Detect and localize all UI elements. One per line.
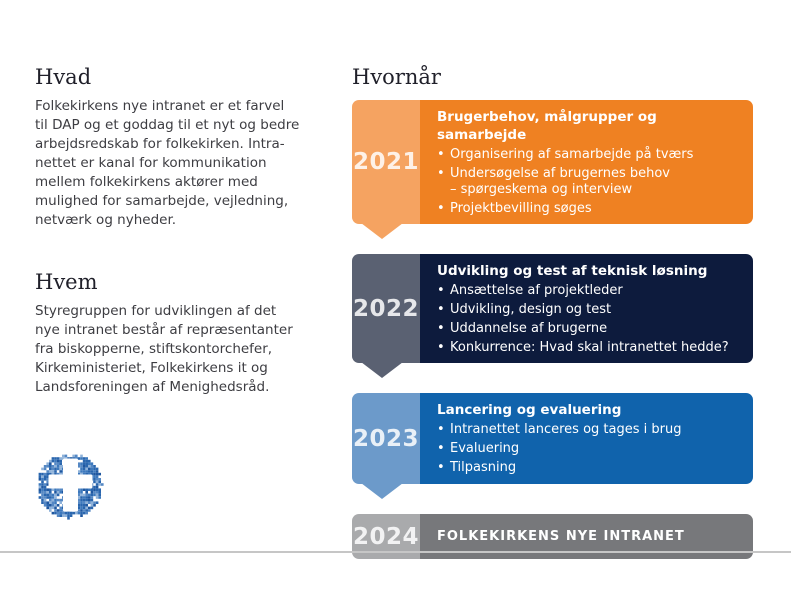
bullet-item (437, 201, 739, 217)
body-line: nettet er kanal for kommunikation (35, 155, 267, 171)
bullet-text: Undersøgelse af brugernes behov (450, 166, 670, 181)
left-column (35, 64, 337, 397)
bullet-item (437, 166, 739, 198)
year-label: 2024 (352, 523, 419, 550)
bullet-dot-icon: • (437, 166, 445, 181)
bullet-text: Evaluering (450, 441, 520, 456)
milestone-title: Udvikling og test af teknisk løsning (437, 263, 708, 279)
section-hvad (35, 64, 337, 230)
milestone-row (352, 393, 753, 484)
section-hvem (35, 269, 337, 397)
section-hvad-body (35, 97, 337, 230)
milestone-bullets (437, 283, 739, 356)
year-label: 2023 (352, 425, 419, 452)
folkekirken-logo (36, 452, 104, 520)
milestone-2023 (352, 393, 753, 484)
bullet-dot-icon: • (437, 460, 445, 475)
timeline (352, 100, 753, 559)
milestone-content (420, 254, 753, 363)
timeline-heading: Hvornår (352, 65, 441, 89)
page-bottom-rule (0, 551, 791, 553)
body-line: mellem folkekirkens aktører med (35, 174, 258, 190)
logo-mosaic (36, 452, 104, 520)
year-tab (352, 393, 420, 484)
body-line: arbejdsredskab for folkekirken. Intra- (35, 136, 285, 152)
body-line: fra biskopperne, stiftskontorchefer, (35, 341, 273, 357)
bullet-text: Organisering af samarbejde på tværs (450, 147, 694, 162)
bullet-item (437, 422, 739, 438)
body-line: Styregruppen for udviklingen af det (35, 303, 277, 319)
milestone-2021 (352, 100, 753, 224)
bullet-item (437, 302, 739, 318)
bullet-item (437, 340, 739, 356)
bullet-text: Projektbevilling søges (450, 201, 592, 216)
bullet-dot-icon: • (437, 201, 445, 216)
year-label: 2022 (352, 295, 419, 322)
milestone-bullets (437, 422, 739, 476)
bullet-text: Konkurrence: Hvad skal intranettet hedde? (450, 340, 729, 355)
bullet-text: Ansættelse af projektleder (450, 283, 623, 298)
tab-arrow (361, 223, 403, 239)
year-tab (352, 100, 420, 224)
milestone-bullets (437, 147, 739, 217)
bullet-item (437, 460, 739, 476)
bullet-item (437, 147, 739, 163)
body-line: Landsforeningen af Menighedsråd. (35, 379, 270, 395)
milestone-label: FOLKEKIRKENS NYE INTRANET (437, 529, 685, 544)
year-label: 2021 (352, 149, 419, 175)
bullet-subtext: – spørgeskema og interview (450, 182, 633, 197)
bullet-dot-icon: • (437, 147, 445, 162)
bullet-text: Intranettet lanceres og tages i brug (450, 422, 682, 437)
bullet-dot-icon: • (437, 422, 445, 437)
bullet-item (437, 283, 739, 299)
bullet-text: Tilpasning (450, 460, 517, 475)
bullet-dot-icon: • (437, 302, 445, 317)
milestone-row (352, 100, 753, 224)
milestone-content (420, 100, 753, 224)
section-hvem-body (35, 302, 337, 397)
bullet-text: Udvikling, design og test (450, 302, 612, 317)
body-line: mulighed for samarbejde, vejledning, (35, 193, 289, 209)
milestone-row (352, 254, 753, 363)
milestone-title: Brugerbehov, målgrupper og samarbejde (437, 109, 657, 143)
section-hvem-heading: Hvem (35, 270, 98, 294)
body-line: til DAP og et goddag til et nyt og bedre (35, 117, 300, 133)
bullet-text: Uddannelse af brugerne (450, 321, 608, 336)
bullet-dot-icon: • (437, 441, 445, 456)
milestone-2022 (352, 254, 753, 363)
section-hvad-heading: Hvad (35, 65, 92, 89)
body-line: nye intranet består af repræsentanter (35, 322, 293, 338)
tab-arrow (361, 362, 403, 378)
body-line: netværk og nyheder. (35, 212, 177, 228)
year-tab (352, 254, 420, 363)
right-column (352, 64, 753, 589)
bullet-item (437, 441, 739, 457)
bullet-dot-icon: • (437, 283, 445, 298)
body-line: Folkekirkens nye intranet er et farvel (35, 98, 285, 114)
milestone-content (420, 393, 753, 484)
bullet-dot-icon: • (437, 340, 445, 355)
bullet-dot-icon: • (437, 321, 445, 336)
bullet-item (437, 321, 739, 337)
tab-arrow (361, 483, 403, 499)
milestone-title: Lancering og evaluering (437, 402, 622, 418)
body-line: Kirkeministeriet, Folkekirkens it og (35, 360, 268, 376)
